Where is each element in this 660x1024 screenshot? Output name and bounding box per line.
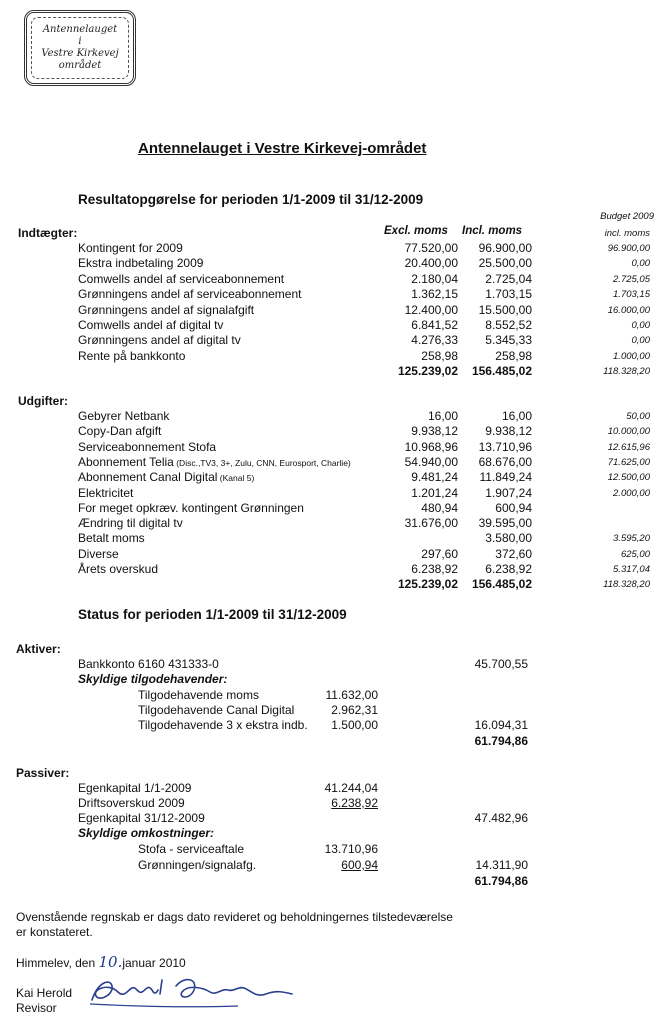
expense-row-incl: 9.938,12 xyxy=(485,424,532,439)
expense-row-note: (Disc.,TV3, 3+, Zulu, CNN, Eurosport, Charlie) xyxy=(173,457,351,468)
expense-row-budget: 12.500,00 xyxy=(607,472,650,484)
operating-surplus-value: 6.238,92 xyxy=(331,796,378,810)
costs-label: Skyldige omkostninger: xyxy=(78,826,215,840)
income-row-excl: 1.362,15 xyxy=(411,287,458,302)
budget-header: Budget 2009 xyxy=(600,211,654,222)
expense-row-incl: 600,94 xyxy=(495,500,532,515)
income-row-excl: 258,98 xyxy=(421,348,458,363)
incl-header: Incl. moms xyxy=(462,225,523,237)
expense-row-label: Serviceabonnement Stofa xyxy=(78,439,217,454)
expense-row-excl: 9.938,12 xyxy=(411,424,458,439)
income-row-label: Rente på bankkonto xyxy=(78,348,186,363)
auditor-role: Revisor xyxy=(16,1001,57,1015)
place-prefix: Himmelev, den xyxy=(16,956,96,970)
expense-row-budget: 625,00 xyxy=(620,548,650,560)
income-label: Indtægter: xyxy=(18,226,78,240)
expense-row-label: Ændring til digital tv xyxy=(78,516,183,531)
expense-row-label: Årets overskud xyxy=(78,562,159,576)
expense-row-excl: 480,94 xyxy=(421,500,458,515)
budget-subheader: incl. moms xyxy=(604,228,650,239)
assets-label: Aktiver: xyxy=(16,642,61,656)
liabilities-total: 61.794,86 xyxy=(474,874,528,888)
expense-row-label: Gebyrer Netbank xyxy=(78,409,170,423)
operating-surplus-label: Driftsoverskud 2009 xyxy=(78,796,185,810)
expense-row-excl: 6.238,92 xyxy=(411,562,458,576)
expense-row-excl: 10.968,96 xyxy=(404,439,458,454)
audit-statement-line2: er konstateret. xyxy=(16,925,93,939)
receivable-label: Tilgodehavende 3 x ekstra indb. xyxy=(138,718,308,732)
cost-value: 13.710,96 xyxy=(324,842,378,856)
bank-label: Bankkonto 6160 431333-0 xyxy=(78,657,219,671)
assets-total: 61.794,86 xyxy=(474,734,528,748)
cost-label: Grønningen/signalafg. xyxy=(138,858,257,872)
expense-row-incl: 13.710,96 xyxy=(478,439,532,454)
income-row-label: Ekstra indbetaling 2009 xyxy=(78,256,204,271)
expense-row-budget: 2.000,00 xyxy=(613,487,650,499)
expense-row-incl: 3.580,00 xyxy=(485,531,532,546)
expense-row-excl: 16,00 xyxy=(427,409,458,423)
receivables-sum: 16.094,31 xyxy=(474,718,528,732)
income-row-incl: 258,98 xyxy=(495,348,532,363)
income-row-label: Kontingent for 2009 xyxy=(78,241,183,255)
auditor-name: Kai Herold xyxy=(16,986,73,1000)
expense-row-label: Copy-Dan afgift xyxy=(78,424,162,439)
income-row-budget: 16.000,00 xyxy=(607,304,650,316)
income-total-incl: 156.485,02 xyxy=(471,364,532,379)
stamp-line: Vestre Kirkevej xyxy=(41,48,119,59)
audit-statement-line1: Ovenstående regnskab er dags dato revideret og beholdningernes tilstedeværelse xyxy=(16,910,453,924)
expense-row-budget: 10.000,00 xyxy=(607,426,650,438)
document-title: Antennelauget i Vestre Kirkevej-området xyxy=(138,140,427,157)
expense-row-label: Elektricitet xyxy=(78,485,134,500)
stamp-line: Antennelauget xyxy=(42,24,118,35)
expense-row-incl: 372,60 xyxy=(495,546,532,561)
place-date xyxy=(16,955,186,971)
income-row-incl: 25.500,00 xyxy=(478,256,532,271)
expense-row-label: Betalt moms xyxy=(78,531,145,546)
income-row-incl: 8.552,52 xyxy=(485,318,532,332)
expense-row-incl: 68.676,00 xyxy=(478,454,532,469)
excl-header: Excl. moms xyxy=(384,225,448,237)
income-row-label: Grønningens andel af signalafgift xyxy=(78,302,255,317)
expense-row-incl: 11.849,24 xyxy=(479,470,532,485)
receivable-value: 11.632,00 xyxy=(325,688,378,702)
date-rest: januar 2010 xyxy=(122,956,186,970)
expense-row-incl: 6.238,92 xyxy=(485,562,532,576)
income-row-budget: 0,00 xyxy=(631,320,650,331)
income-row-incl: 5.345,33 xyxy=(485,333,532,348)
income-row-excl: 6.841,52 xyxy=(411,318,458,332)
expense-row-excl: 54.940,00 xyxy=(404,454,458,469)
income-row-excl: 2.180,04 xyxy=(411,271,458,286)
income-row-incl: 2.725,04 xyxy=(485,271,532,286)
bank-value: 45.700,55 xyxy=(474,657,528,671)
expense-row-budget: 3.595,20 xyxy=(613,533,650,545)
income-row-excl: 77.520,00 xyxy=(404,241,458,255)
expense-row-label: For meget opkræv. kontingent Grønningen xyxy=(78,500,304,515)
income-row-label: Grønningens andel af serviceabonnement xyxy=(78,287,302,302)
income-row-incl: 15.500,00 xyxy=(478,302,532,317)
receivable-value: 2.962,31 xyxy=(331,703,378,717)
expense-row-excl: 297,60 xyxy=(421,546,458,561)
income-row-label: Comwells andel af digital tv xyxy=(78,318,224,332)
income-row-budget: 2.725,05 xyxy=(613,273,650,285)
expense-row-label: Diverse xyxy=(78,546,119,561)
handwritten-day: 10. xyxy=(98,953,123,971)
income-row-excl: 4.276,33 xyxy=(411,333,458,348)
expense-total-budget: 118.328,20 xyxy=(603,579,650,591)
income-row-excl: 12.400,00 xyxy=(404,302,458,317)
costs-sum: 14.311,90 xyxy=(475,858,528,872)
association-stamp xyxy=(24,10,136,86)
expense-row-incl: 16,00 xyxy=(501,409,532,423)
stamp-line: området xyxy=(58,60,102,71)
expense-row-budget: 5.317,04 xyxy=(613,564,650,575)
receivable-label: Tilgodehavende Canal Digital xyxy=(138,703,295,717)
equity-start-label: Egenkapital 1/1-2009 xyxy=(78,781,192,795)
receivables-label: Skyldige tilgodehavender: xyxy=(78,672,228,686)
income-row-incl: 1.703,15 xyxy=(485,287,532,302)
expense-row-incl: 1.907,24 xyxy=(485,485,532,500)
cost-value: 600,94 xyxy=(341,858,378,872)
liabilities-label: Passiver: xyxy=(16,766,70,780)
expense-row-incl: 39.595,00 xyxy=(478,516,532,531)
expense-row-budget: 12.615,96 xyxy=(607,441,650,453)
equity-start-value: 41.244,04 xyxy=(324,781,378,795)
expense-row-budget: 71.625,00 xyxy=(607,456,650,468)
expense-row-note: (Kanal 5) xyxy=(217,473,255,484)
expense-row-excl: 9.481,24 xyxy=(411,470,458,485)
expense-row-budget: 50,00 xyxy=(626,411,650,422)
equity-end-value: 47.482,96 xyxy=(474,811,528,825)
expenses-label: Udgifter: xyxy=(18,394,68,408)
income-row-budget: 96.900,00 xyxy=(607,243,650,254)
expense-row-label: Abonnement Telia (Disc.,TV3, 3+, Zulu, CNN, Eurosport, Charlie) xyxy=(78,454,351,469)
stamp-line: i xyxy=(78,36,82,47)
income-row-budget: 0,00 xyxy=(631,258,650,270)
expense-row-excl: 1.201,24 xyxy=(411,485,458,500)
status-heading: Status for perioden 1/1-2009 til 31/12-2009 xyxy=(78,607,347,622)
receivable-value: 1.500,00 xyxy=(331,718,378,732)
income-row-label: Grønningens andel af digital tv xyxy=(78,333,241,348)
income-row-budget: 0,00 xyxy=(631,335,650,347)
equity-end-label: Egenkapital 31/12-2009 xyxy=(78,811,205,825)
income-row-budget: 1.000,00 xyxy=(613,350,650,362)
expense-row-excl: 31.676,00 xyxy=(404,516,458,531)
income-row-excl: 20.400,00 xyxy=(404,256,458,271)
expense-total-incl: 156.485,02 xyxy=(471,577,532,592)
signature-image xyxy=(88,972,298,1012)
receivable-label: Tilgodehavende moms xyxy=(138,688,259,702)
income-total-budget: 118.328,20 xyxy=(603,366,650,378)
expense-row-label: Abonnement Canal Digital (Kanal 5) xyxy=(78,470,255,485)
income-row-incl: 96.900,00 xyxy=(478,241,532,255)
income-total-excl: 125.239,02 xyxy=(397,364,458,379)
expense-total-excl: 125.239,02 xyxy=(397,577,458,592)
cost-label: Stofa - serviceaftale xyxy=(138,842,245,856)
result-heading: Resultatopgørelse for perioden 1/1-2009 til 31/12-2009 xyxy=(78,192,424,207)
income-row-budget: 1.703,15 xyxy=(613,289,650,301)
income-row-label: Comwells andel af serviceabonnement xyxy=(78,271,285,286)
